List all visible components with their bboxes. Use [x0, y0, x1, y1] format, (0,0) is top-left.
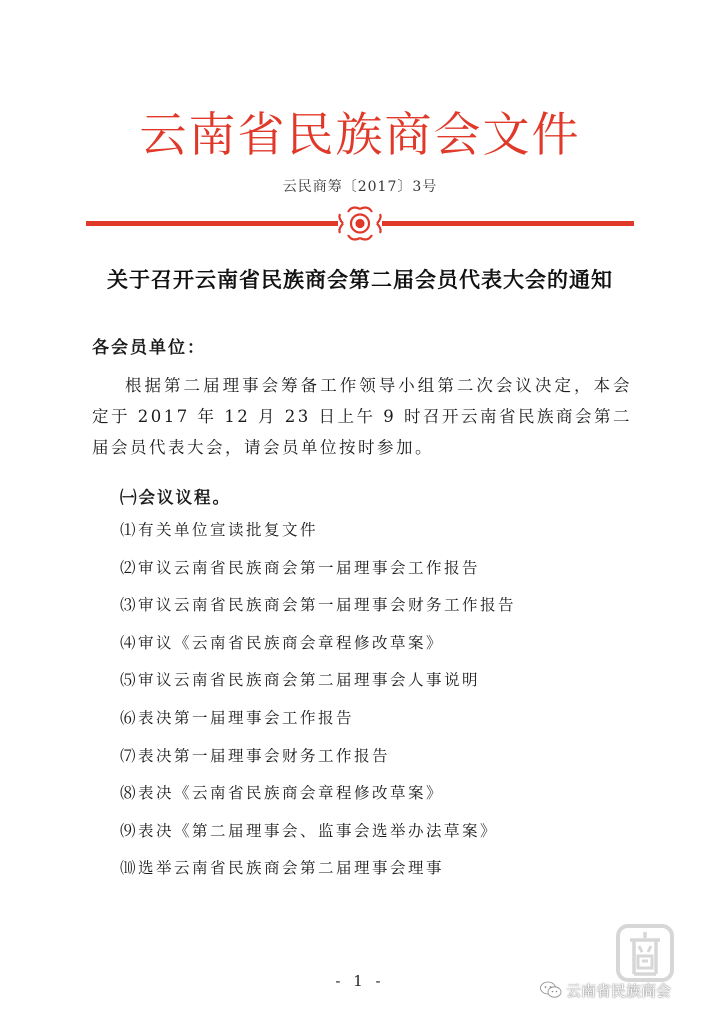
agenda-item: ⑻表决《云南省民族商会章程修改草案》: [120, 784, 445, 803]
agenda-item: ⑴有关单位宣读批复文件: [120, 521, 319, 539]
shang-stamp-icon: [614, 922, 676, 984]
document-number: 云民商筹〔2017〕3号: [282, 179, 438, 195]
page-number: - 1 -: [335, 972, 385, 990]
watermark-text: 云南省民族商会: [566, 981, 672, 1000]
agenda-item: ⑺表决第一届理事会财务工作报告: [120, 746, 391, 765]
notice-title: 关于召开云南省民族商会第二届会员代表大会的通知: [107, 267, 613, 292]
red-divider: [86, 206, 634, 246]
agenda-item: ⑹表决第一届理事会工作报告: [120, 708, 355, 727]
body-paragraph: 根据第二届理事会筹备工作领导小组第二次会议决定，本会定于 2017 年 12 月 23 日上午 9 时召开云南省民族商会第二届会员代表大会，请会员单位按时参加。: [92, 376, 632, 457]
agenda-item: ⑽选举云南省民族商会第二届理事会理事: [120, 859, 445, 878]
agenda-item: ⑸审议云南省民族商会第二届理事会人事说明: [120, 671, 481, 690]
watermark: [540, 978, 671, 1002]
agenda-item: ⑶审议云南省民族商会第一届理事会财务工作报告: [120, 596, 517, 615]
agenda-heading: ㈠会议议程。: [120, 488, 231, 507]
agenda-list: [120, 518, 516, 894]
recipient-line: 各会员单位：: [92, 338, 206, 358]
agenda-item: ⑵审议云南省民族商会第一届理事会工作报告: [120, 558, 481, 577]
agenda-item: ⑼表决《第二届理事会、监事会选举办法草案》: [120, 821, 499, 840]
document-header-title: 云南省民族商会文件: [139, 108, 581, 163]
ornament-icon: [339, 208, 380, 240]
agenda-item: ⑷审议《云南省民族商会章程修改草案》: [120, 633, 445, 652]
wechat-icon: [540, 981, 562, 999]
